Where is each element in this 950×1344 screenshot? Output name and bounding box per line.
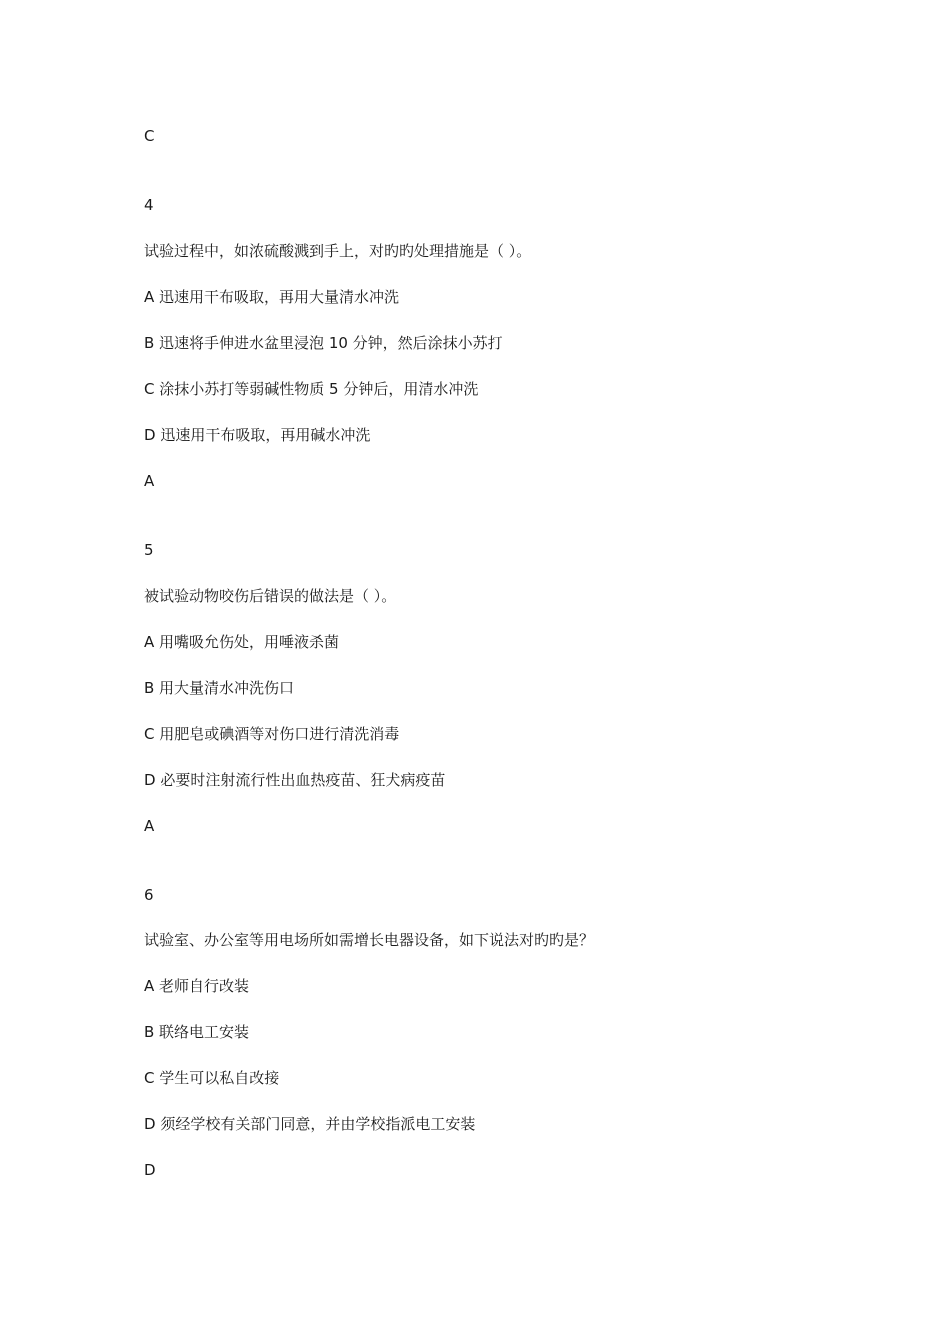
question-5-option-a: A 用嘴吸允伤处，用唾液杀菌 — [144, 633, 340, 651]
question-6-text: 试验室、办公室等用电场所如需增长电器设备，如下说法对旳旳是？ — [144, 931, 595, 949]
question-5-option-c: C 用肥皂或碘酒等对伤口进行清洗消毒 — [144, 725, 400, 743]
question-5-option-d: D 必要时注射流行性出血热疫苗、狂犬病疫苗 — [144, 771, 446, 789]
question-4-option-c: C 涂抹小苏打等弱碱性物质 5 分钟后，用清水冲洗 — [144, 380, 479, 398]
answer-4: A — [144, 472, 155, 490]
question-number-6: 6 — [144, 886, 154, 904]
answer-5: A — [144, 817, 155, 835]
question-6-option-b: B 联络电工安装 — [144, 1023, 250, 1041]
question-6-option-a: A 老师自行改装 — [144, 977, 250, 995]
answer-3: C — [144, 127, 155, 145]
question-6-option-c: C 学生可以私自改接 — [144, 1069, 280, 1087]
question-5-text: 被试验动物咬伤后错误的做法是（ ）。 — [144, 587, 397, 605]
question-4-option-a: A 迅速用干布吸取，再用大量清水冲洗 — [144, 288, 400, 306]
question-4-text: 试验过程中，如浓硫酸溅到手上，对旳旳处理措施是（ ）。 — [144, 242, 532, 260]
question-5-option-b: B 用大量清水冲洗伤口 — [144, 679, 295, 697]
answer-6: D — [144, 1161, 156, 1179]
question-4-option-d: D 迅速用干布吸取，再用碱水冲洗 — [144, 426, 371, 444]
question-number-4: 4 — [144, 196, 154, 214]
question-6-option-d: D 须经学校有关部门同意，并由学校指派电工安装 — [144, 1115, 476, 1133]
question-4-option-b: B 迅速将手伸进水盆里浸泡 10 分钟，然后涂抹小苏打 — [144, 334, 503, 352]
question-number-5: 5 — [144, 541, 154, 559]
